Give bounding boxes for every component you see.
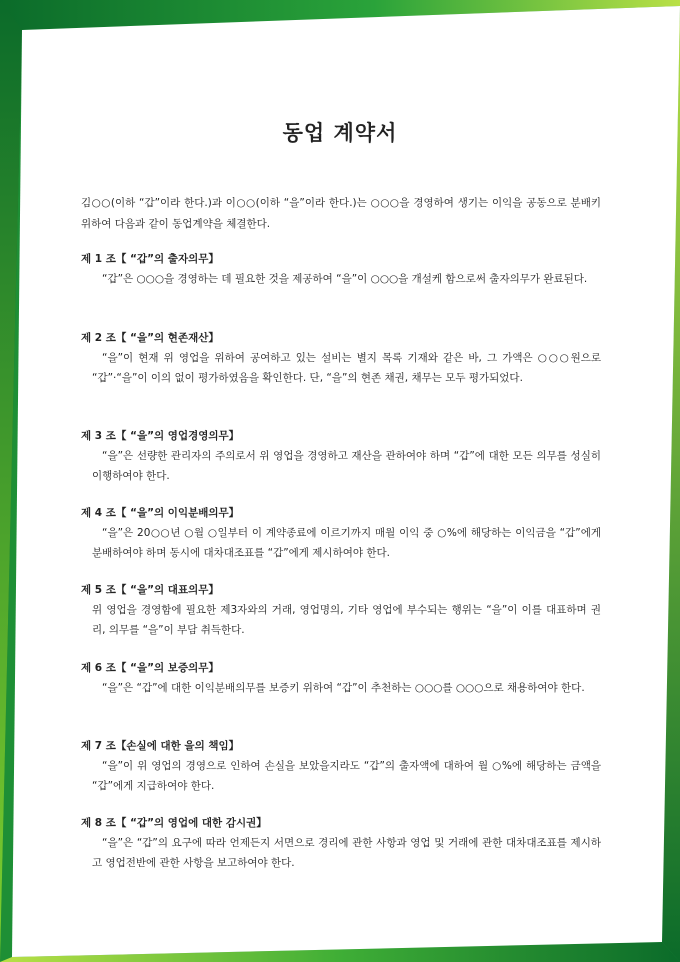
article-heading: 제 3 조【 “을”의 영업경영의무】 <box>81 430 240 442</box>
article-2 <box>81 330 601 388</box>
article-heading: 제 8 조【 “갑”의 영업에 대한 감시권】 <box>81 817 267 829</box>
article-heading: 제 7 조【손실에 대한 을의 책임】 <box>81 740 240 752</box>
article-body: “을”이 현재 위 영업을 위하여 공여하고 있는 설비는 별지 목록 기재와 같은 바, 그 가액은 ○○○원으로 “갑”·“을”이 이의 없이 평가하였음을 확인한다. 단, “을”의 현존 채권, 채무는 모두 평가되었다. <box>92 352 601 384</box>
article-body: “을”이 위 영업의 경영으로 인하여 손실을 보았을지라도 “갑”의 출자액에 대하여 월 ○%에 해당하는 금액을 “갑”에게 지급하여야 한다. <box>92 760 601 792</box>
article-body: “갑”은 ○○○을 경영하는 데 필요한 것을 제공하여 “을”이 ○○○을 개설케 함으로써 출자의무가 완료된다. <box>102 273 588 285</box>
article-heading: 제 6 조【 “을”의 보증의무】 <box>81 662 219 674</box>
article-5 <box>81 582 601 640</box>
article-body: 위 영업을 경영함에 필요한 제3자와의 거래, 영업명의, 기타 영업에 부수되는 행위는 “을”이 이를 대표하며 권리, 의무를 “을”이 부담 취득한다. <box>92 604 601 636</box>
article-heading: 제 5 조【 “을”의 대표의무】 <box>81 584 219 596</box>
article-heading: 제 1 조【 “갑”의 출자의무】 <box>81 253 219 265</box>
article-body: “을”은 20○○년 ○월 ○일부터 이 계약종료에 이르기까지 매월 이익 중 ○%에 해당하는 이익금을 “갑”에게 분배하여야 하며 동시에 대차대조표를 “갑”에게 제시하여야 한다. <box>92 527 601 559</box>
article-heading: 제 2 조【 “을”의 현존재산】 <box>81 332 219 344</box>
article-4 <box>81 505 601 563</box>
article-body: “을”은 “갑”에 대한 이익분배의무를 보증키 위하여 “갑”이 추천하는 ○○○를 ○○○으로 채용하여야 한다. <box>102 682 585 694</box>
intro-paragraph: 김○○(이하 “갑”이라 한다.)과 이○○(이하 “을”이라 한다.)는 ○○○을 경영하여 생기는 이익을 공동으로 분배키 위하여 다음과 같이 동업계약을 체결한다. <box>81 197 601 230</box>
document-title: 동업 계약서 <box>282 121 398 145</box>
article-8 <box>81 815 601 873</box>
article-7 <box>81 738 601 796</box>
article-1 <box>81 251 601 289</box>
article-body: “을”은 선량한 관리자의 주의로서 위 영업을 경영하고 재산을 관하여야 하며 “갑”에 대한 모든 의무를 성실히 이행하여야 한다. <box>92 450 601 482</box>
article-3 <box>81 428 601 486</box>
article-6 <box>81 660 601 698</box>
article-heading: 제 4 조【 “을”의 이익분배의무】 <box>81 507 240 519</box>
article-body: “을”은 “갑”의 요구에 따라 언제든지 서면으로 경리에 관한 사항과 영업 및 거래에 관한 대차대조표를 제시하고 영업전반에 관한 사항을 보고하여야 한다. <box>92 837 601 869</box>
